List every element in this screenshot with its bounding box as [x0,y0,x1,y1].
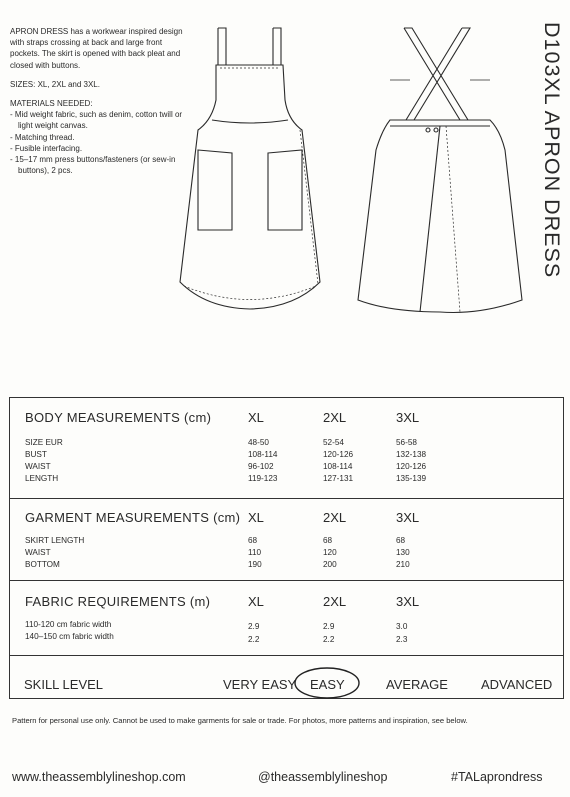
row-value: 96-102 [248,462,274,471]
body-measurements-section [10,398,563,498]
materials-list [10,109,188,176]
row-value: 200 [323,560,337,569]
size-column-heading: 2XL [323,410,347,425]
materials-item: - Fusible interfacing. [10,143,188,154]
size-column-heading: XL [248,594,264,609]
section-heading: FABRIC REQUIREMENTS (m) [25,594,211,609]
row-value: 135-139 [396,474,427,483]
row-value: 68 [248,536,258,545]
section-heading: BODY MEASUREMENTS (cm) [25,410,212,425]
description-text: APRON DRESS has a workwear inspired design with straps crossing at back and large front pockets. The skirt is opened with back pleat and closed with buttons. [10,27,183,70]
back-view-illustration [350,20,530,320]
row-label: SIZE EUR [25,438,63,447]
section-heading: GARMENT MEASUREMENTS (cm) [25,510,241,525]
section-divider [10,655,563,656]
fabric-requirements-section [10,580,563,655]
pattern-title [536,22,566,287]
skill-level-easy: EASY [310,677,345,692]
row-value: 2.9 [248,622,260,631]
hashtag: #TALaprondress [451,770,543,784]
row-label: BUST [25,450,47,459]
skill-level-average: AVERAGE [386,677,448,692]
row-value: 210 [396,560,410,569]
usage-note: Pattern for personal use only. Cannot be used to make garments for sale or trade. For photos, more patterns and inspiration, see below. [12,716,468,725]
materials-heading: MATERIALS NEEDED: [10,99,93,109]
size-column-heading: XL [248,410,264,425]
materials-item: - 15–17 mm press buttons/fasteners (or sew-in buttons), 2 pcs. [10,154,188,176]
front-view-illustration [170,20,340,320]
website-link[interactable]: www.theassemblylineshop.com [12,770,186,784]
sizes-text: SIZES: XL, 2XL and 3XL. [10,79,100,89]
skill-level-advanced: ADVANCED [481,677,553,692]
row-value: 190 [248,560,262,569]
row-value: 2.3 [396,635,408,644]
row-value: 2.9 [323,622,335,631]
materials-item: - Mid weight fabric, such as denim, cotton twill or light weight canvas. [10,109,188,131]
row-label: LENGTH [25,474,59,483]
size-column-heading: 3XL [396,410,420,425]
row-value: 127-131 [323,474,354,483]
materials-item: - Matching thread. [10,132,188,143]
row-value: 108-114 [248,450,278,459]
row-value: 2.2 [323,635,335,644]
row-value: 68 [323,536,333,545]
measurements-table [9,397,564,699]
row-value: 3.0 [396,622,408,631]
row-value: 132-138 [396,450,427,459]
size-column-heading: 2XL [323,594,347,609]
row-label: WAIST [25,548,51,557]
row-value: 120 [323,548,337,557]
row-value: 120-126 [396,462,427,471]
pattern-title-text: D103XL APRON DRESS [540,22,564,279]
garment-measurements-section [10,498,563,580]
row-value: 48-50 [248,438,269,447]
row-value: 108-114 [323,462,353,471]
size-column-heading: 2XL [323,510,347,525]
skill-level-label: SKILL LEVEL [24,677,104,692]
row-label: SKIRT LENGTH [25,536,85,545]
row-value: 68 [396,536,406,545]
row-label: WAIST [25,462,51,471]
social-handle: @theassemblylineshop [258,770,388,784]
row-value: 130 [396,548,410,557]
row-value: 119-123 [248,474,278,483]
size-column-heading: XL [248,510,264,525]
size-column-heading: 3XL [396,594,420,609]
skill-level-very-easy: VERY EASY [223,677,297,692]
row-value: 120-126 [323,450,354,459]
row-label: BOTTOM [25,560,60,569]
row-value: 56-58 [396,438,417,447]
row-value: 52-54 [323,438,344,447]
row-value: 110 [248,548,262,557]
row-label: 110-120 cm fabric width [25,620,112,629]
row-label: 140–150 cm fabric width [25,632,114,641]
size-column-heading: 3XL [396,510,420,525]
intro-text [10,26,188,176]
row-value: 2.2 [248,635,260,644]
